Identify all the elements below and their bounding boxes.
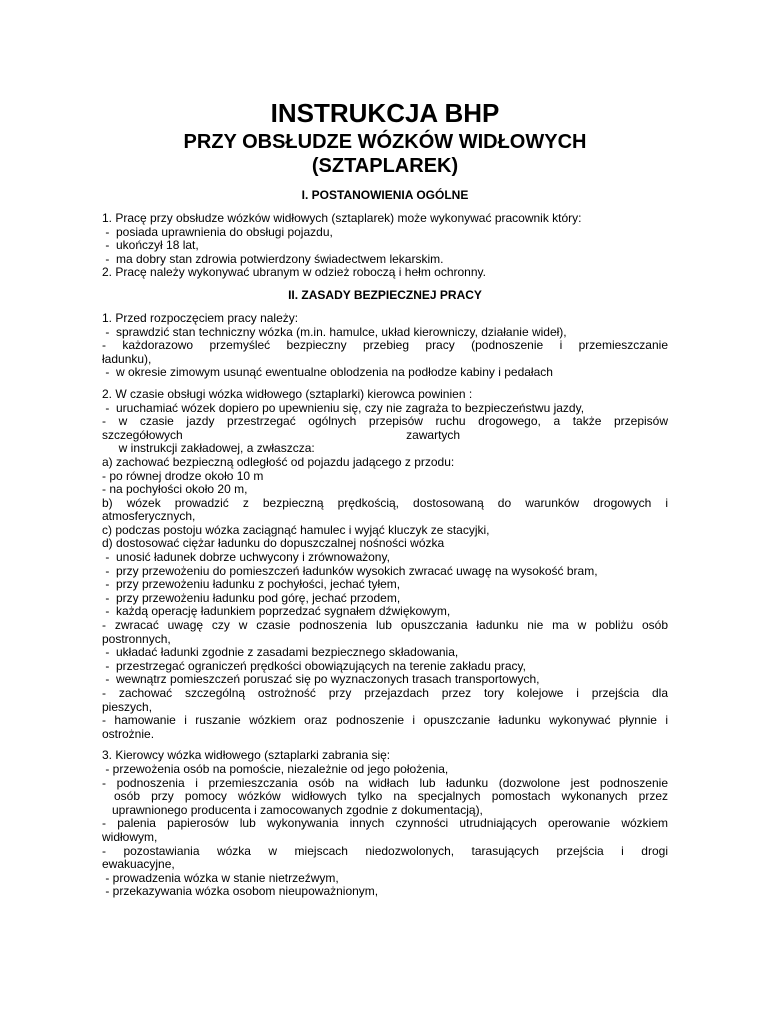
text-line: osób przy pomocy wózków widłowych tylko na specjalnych pomostach wykonanych przez xyxy=(114,789,668,804)
text-line: pieszych, xyxy=(102,699,153,714)
document-subtitle-line1: PRZY OBSŁUDZE WÓZKÓW WIDŁOWYCH xyxy=(183,131,587,153)
text-line: - przy przewożeniu do pomieszczeń ładunków wysokich zwracać uwagę na wysokość bram, xyxy=(102,563,598,578)
text-line: atmosferycznych, xyxy=(102,509,196,524)
text-line: 3. Kierowcy wózka widłowego (sztaplarki zabrania się: xyxy=(102,748,391,763)
text-line: - sprawdzić stan techniczny wózka (m.in. hamulce, układ kierowniczy, działanie wideł), xyxy=(102,324,567,339)
text-line: c) podczas postoju wózka zaciągnąć hamulec i wyjąć kluczyk ze stacyjki, xyxy=(102,522,490,537)
text-line: - podnoszenia i przemieszczania osób na widłach lub ładunku (dozwolone jest podnoszenie xyxy=(102,775,668,790)
text-line: ewakuacyjne, xyxy=(102,857,175,872)
text-line: widłowym, xyxy=(102,829,158,844)
text-line: ostrożnie. xyxy=(102,726,155,741)
text-line: - w okresie zimowym usunąć ewentualne oblodzenia na podłodze kabiny i pedałach xyxy=(102,365,553,380)
text-line: - na pochyłości około 20 m, xyxy=(102,482,248,497)
text-line: - zwracać uwagę czy w czasie podnoszenia lub opuszczania ładunku nie ma w pobliżu osób xyxy=(102,618,668,633)
section-heading-safe-work: II. ZASADY BEZPIECZNEJ PRACY xyxy=(288,287,482,302)
text-line: - przekazywania wózka osobom nieupoważnionym, xyxy=(102,884,379,899)
text-line: - układać ładunki zgodnie z zasadami bezpiecznego składowania, xyxy=(102,645,459,660)
text-line: d) dostosować ciężar ładunku do dopuszczalnej nośności wózka xyxy=(102,536,445,551)
text-line: - pozostawiania wózka w miejscach niedozwolonych, tarasujących przejścia i drogi xyxy=(102,843,668,858)
text-line: - każdorazowo przemyśleć bezpieczny przebieg pracy (podnoszenie i przemieszczanie xyxy=(102,338,668,353)
text-line: - posiada uprawnienia do obsługi pojazdu, xyxy=(102,224,333,239)
section-general-body xyxy=(102,212,668,280)
section-heading-general: I. POSTANOWIENIA OGÓLNE xyxy=(301,188,469,202)
text-line: - po równej drodze około 10 m xyxy=(102,468,264,483)
text-line: b) wózek prowadzić z bezpieczną prędkością, dostosowaną do warunków drogowych i xyxy=(102,495,668,510)
text-line: postronnych, xyxy=(102,631,171,646)
document-title: INSTRUKCJA BHP xyxy=(270,98,500,128)
text-line: - hamowanie i ruszanie wózkiem oraz podnoszenie i opuszczanie ładunku wykonywać płynnie i xyxy=(102,713,668,728)
text-line: uprawnionego producenta i zamocowanych zgodnie z dokumentacją), xyxy=(102,802,483,817)
text-line: - przy przewożeniu ładunku z pochyłości, jechać tyłem, xyxy=(102,577,401,592)
paragraph-before-work xyxy=(102,312,668,380)
text-line: - przestrzegać ograniczeń prędkości obowiązujących na terenie zakładu pracy, xyxy=(102,658,526,673)
text-line: - prowadzenia wózka w stanie nietrzeźwym, xyxy=(102,870,339,885)
text-line: 2. W czasie obsługi wózka widłowego (sztaplarki) kierowca powinien : xyxy=(102,386,473,401)
text-line: - wewnątrz pomieszczeń poruszać się po wyznaczonych trasach transportowych, xyxy=(102,672,540,687)
text-line: - przy przewożeniu ładunku pod górę, jechać przodem, xyxy=(102,590,401,605)
document-subtitle-line2: (SZTAPLAREK) xyxy=(311,155,459,177)
text-line: - każdą operację ładunkiem poprzedzać sygnałem dźwiękowym, xyxy=(102,604,451,619)
text-line: - uruchamiać wózek dopiero po upewnieniu się, czy nie zagraża to bezpieczeństwu jazdy, xyxy=(102,400,585,415)
text-line: a) zachować bezpieczną odległość od pojazdu jadącego z przodu: xyxy=(102,454,455,469)
text-line: - unosić ładunek dobrze uchwycony i zrównoważony, xyxy=(102,550,390,565)
paragraph-prohibitions xyxy=(102,749,668,899)
text-line: - ukończył 18 lat, xyxy=(102,238,199,253)
paragraph-during-operation xyxy=(102,388,668,741)
text-line: - ma dobry stan zdrowia potwierdzony świadectwem lekarskim. xyxy=(102,251,444,266)
text-line: ładunku), xyxy=(102,351,152,366)
text-line: - przewożenia osób na pomoście, niezależnie od jego położenia, xyxy=(102,761,449,776)
text-line: 1. Pracę przy obsłudze wózków widłowych (sztaplarek) może wykonywać pracownik który: xyxy=(102,211,582,225)
text-line: 2. Pracę należy wykonywać ubranym w odzież roboczą i hełm ochronny. xyxy=(102,265,486,280)
text-line: w instrukcji zakładowej, a zwłaszcza: xyxy=(102,441,315,456)
text-line: szczegółowych zawartych xyxy=(102,427,461,442)
document-page xyxy=(102,98,668,899)
text-line: - zachować szczególną ostrożność przy przejazdach przez tory kolejowe i przejścia dla xyxy=(102,686,668,700)
text-line: - palenia papierosów lub wykonywania innych czynności utrudniających operowanie wózkiem xyxy=(102,816,668,831)
text-line: - w czasie jazdy przestrzegać ogólnych przepisów ruchu drogowego, a także przepisów xyxy=(102,414,668,429)
text-line: 1. Przed rozpoczęciem pracy należy: xyxy=(102,310,299,325)
